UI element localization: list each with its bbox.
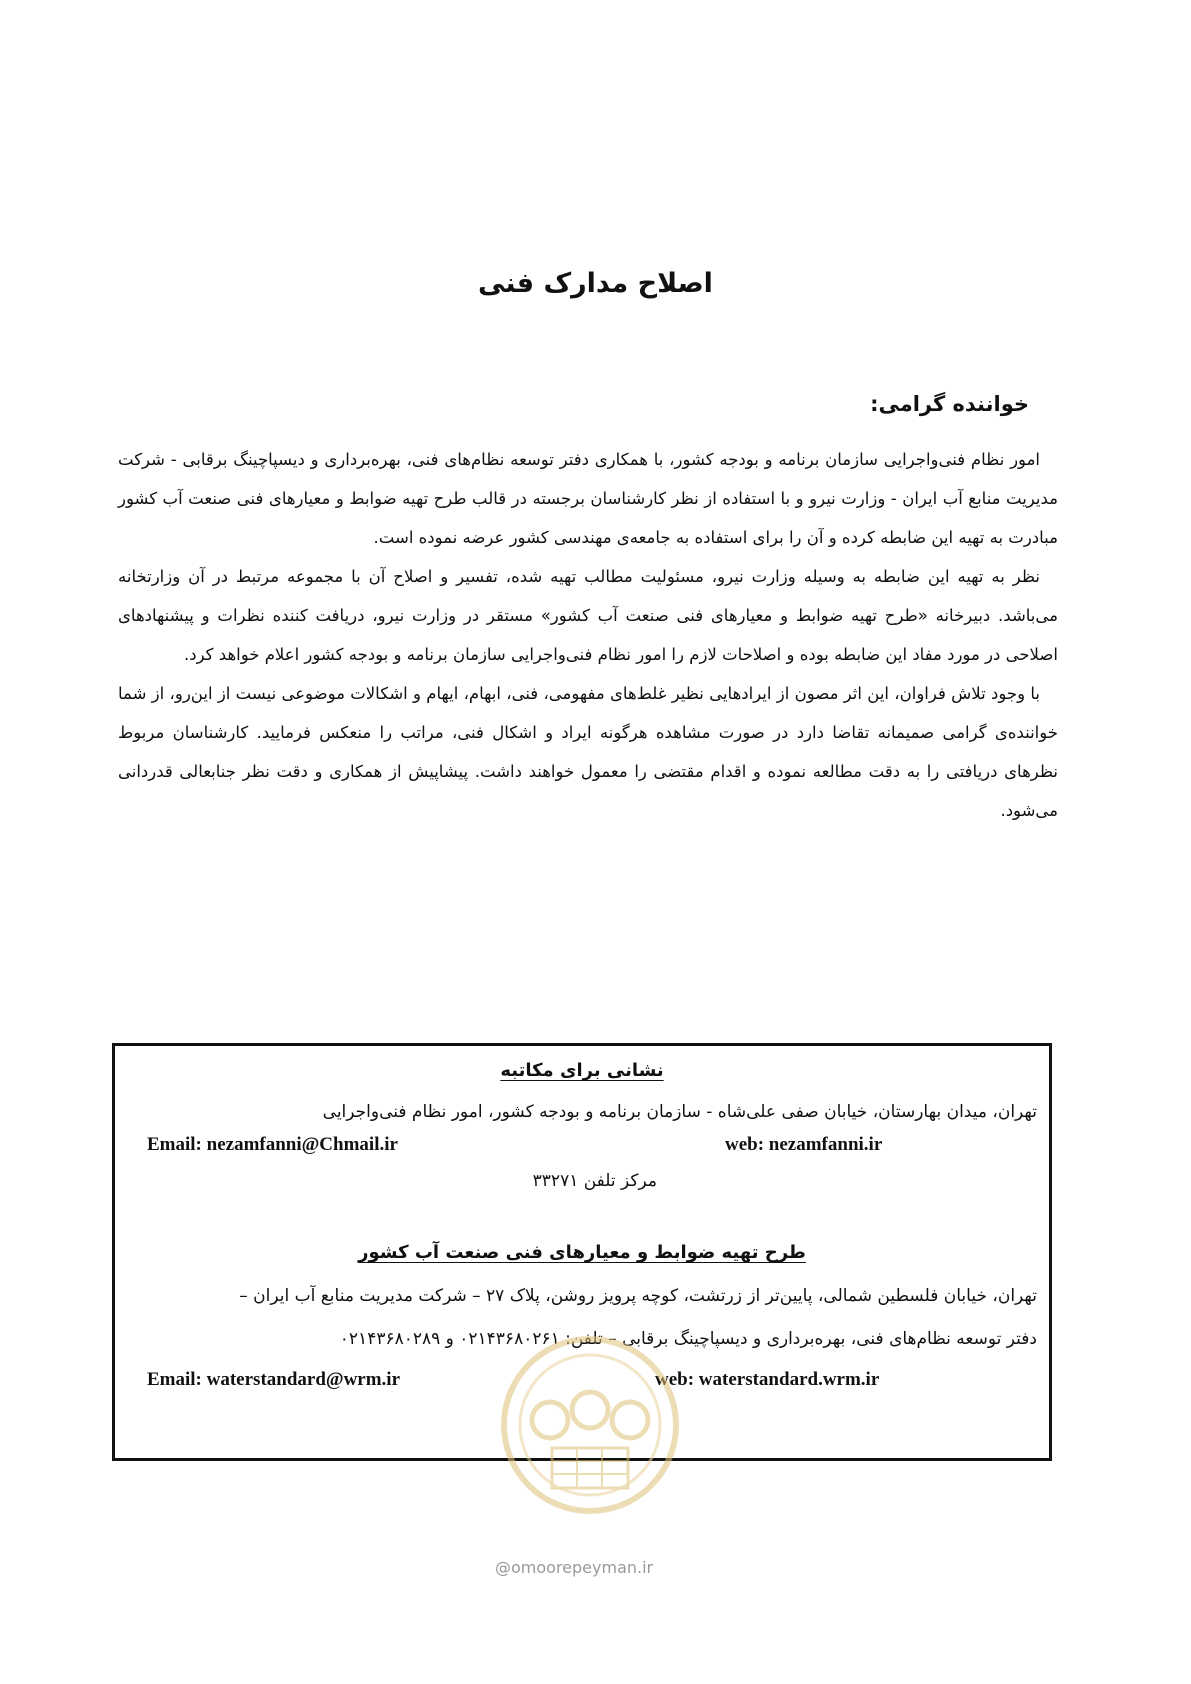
paragraph-1: امور نظام فنی‌واجرایی سازمان برنامه و بودجه کشور، با همکاری دفتر توسعه نظام‌های فنی، بهره‌برداری و دیسپاچینگ برقابی - شرکت مدیریت منابع آب ایران - وزارت نیرو و با استفاده از نظر کارشناسان برجسته در قالب طرح تهیه ضوابط و معیارهای فنی صنعت آب کشور مبادرت به تهیه این ضابطه کرده و آن را برای استفاده به جامعه‌ی مهندسی کشور عرضه نموده است. [118, 450, 1058, 547]
body-text [118, 440, 1058, 830]
mailing-address: تهران، میدان بهارستان، خیابان صفی علی‌شاه - سازمان برنامه و بودجه کشور، امور نظام فنی‌واجرایی [322, 1102, 1037, 1122]
page-title: اصلاح مدارک فنی [478, 268, 713, 299]
waterstandard-web: web: waterstandard.wrm.ir [655, 1369, 880, 1390]
project-address-line-1: تهران، خیابان فلسطین شمالی، پایین‌تر از زرتشت، کوچه پرویز روشن، پلاک ۲۷ – شرکت مدیریت منابع آب ایران – [239, 1286, 1037, 1306]
salutation: خواننده گرامی: [870, 392, 1029, 416]
standards-project-heading: طرح تهیه ضوابط و معیارهای فنی صنعت آب کشور [358, 1242, 806, 1263]
mailing-address-heading: نشانی برای مکاتبه [500, 1060, 664, 1081]
project-address-line-2: دفتر توسعه نظام‌های فنی، بهره‌برداری و دیسپاچینگ برقابی – تلفن: ۰۲۱۴۳۶۸۰۲۶۱ و ۰۲۱۴۳۶۸۰۲۸۹ [339, 1329, 1037, 1349]
nezamfanni-email: Email: nezamfanni@Chmail.ir [147, 1134, 398, 1155]
nezamfanni-web: web: nezamfanni.ir [725, 1134, 883, 1155]
waterstandard-email: Email: waterstandard@wrm.ir [147, 1369, 401, 1390]
paragraph-3: با وجود تلاش فراوان، این اثر مصون از ایرادهایی نظیر غلط‌های مفهومی، فنی، ابهام، ایهام و اشکالات موضوعی نیست از این‌رو، از شما خواننده‌ی گرامی صمیمانه تقاضا دارد در صورت مشاهده هرگونه ایراد و اشکال فنی، مراتب را منعکس فرمایید. کارشناسان مربوط نظرهای دریافتی را به دقت مطالعه نموده و اقدام مقتضی را معمول خواهند داشت. پیشاپیش از همکاری و دقت نظر جنابعالی قدردانی می‌شود. [118, 684, 1058, 820]
paragraph-2: نظر به تهیه این ضابطه به وسیله وزارت نیرو، مسئولیت مطالب تهیه شده، تفسیر و اصلاح آن با مجموعه مرتبط در آن وزارتخانه می‌باشد. دبیرخانه «طرح تهیه ضوابط و معیارهای فنی صنعت آب کشور» مستقر در وزارت نیرو، دریافت کننده نظرات و پیشنهادهای اصلاحی در مورد مفاد این ضابطه بوده و اصلاحات لازم را امور نظام فنی‌واجرایی سازمان برنامه و بودجه کشور اعلام خواهد کرد. [118, 567, 1058, 664]
seal-watermark [490, 1330, 690, 1520]
footer-watermark: @omoorepeyman.ir [495, 1558, 654, 1577]
phone-center: مرکز تلفن ۳۳۲۷۱ [532, 1171, 657, 1191]
